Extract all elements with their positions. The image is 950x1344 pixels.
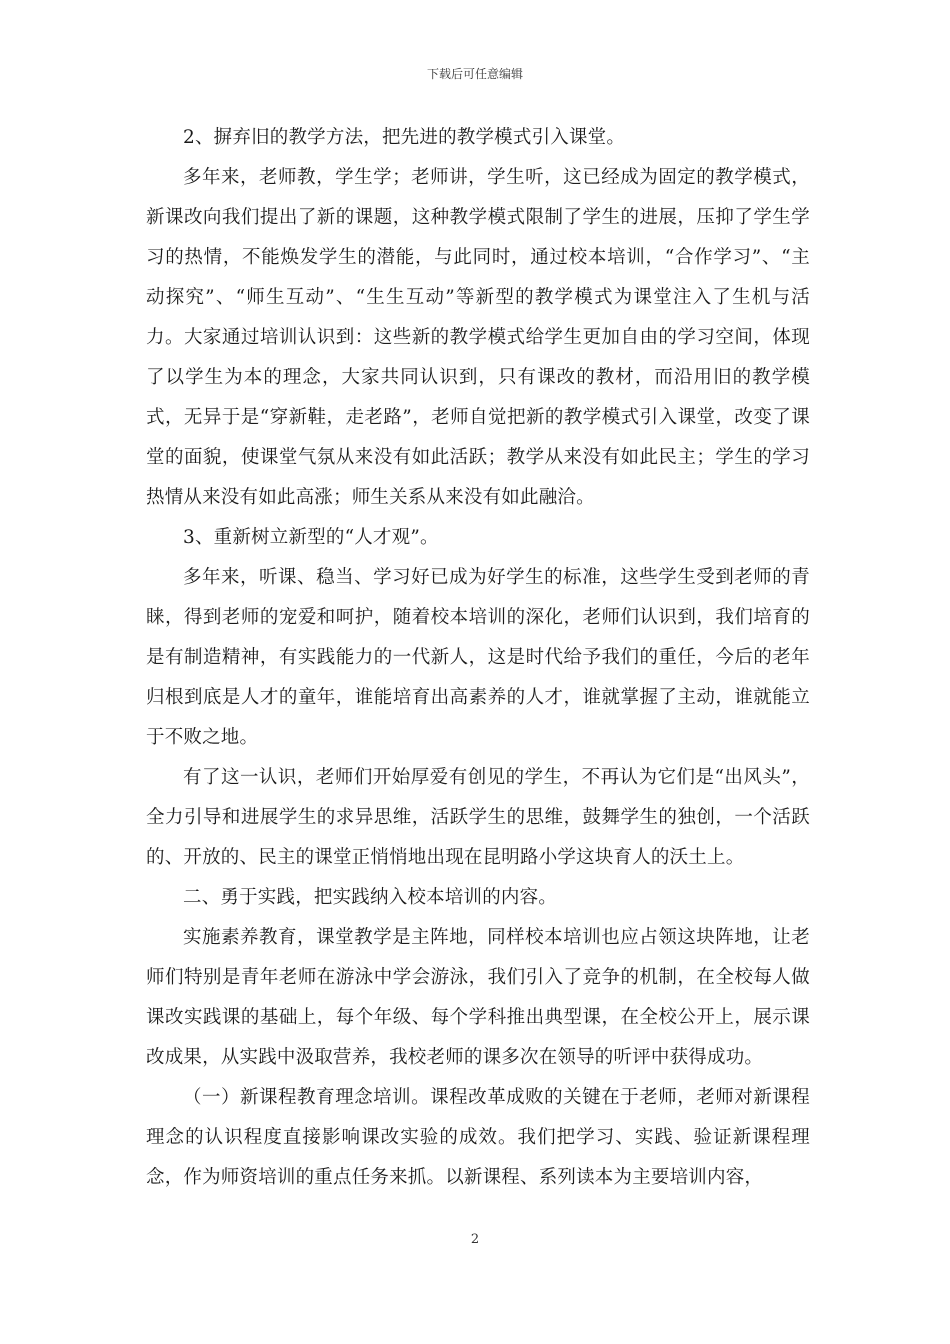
paragraph-teaching-model: 多年来，老师教，学生学；老师讲，学生听，这已经成为固定的教学模式，新课改向我们提出了新的课题，这种教学模式限制了学生的进展，压抑了学生学习的热情，不能焕发学生的潜能，与此同时，通过校本培训，“合作学习”、“主动探究”、“师生互动”、“生生互动”等新型的教学模式为课堂注入了生机与活力。大家通过培训认识到：这些新的教学模式给学生更加自由的学习空间，体现了以学生为本的理念，大家共同认识到，只有课改的教材，而沿用旧的教学模式，无异于是“穿新鞋，走老路”，老师自觉把新的教学模式引入课堂，改变了课堂的面貌，使课堂气氛从来没有如此活跃；教学从来没有如此民主；学生的学习热情从来没有如此高涨；师生关系从来没有如此融洽。: [146, 167, 810, 508]
section-heading-3: 3、重新树立新型的“人才观”。: [183, 527, 439, 548]
paragraph-curriculum-training: （一）新课程教育理念培训。课程改革成败的关键在于老师，老师对新课程理念的认识程度直接影响课改实验的成效。我们把学习、实践、验证新课程理念，作为师资培训的重点任务来抓。以新课程、系列读本为主要培训内容，: [146, 1087, 810, 1188]
paragraph-talent-view: 多年来，听课、稳当、学习好已成为好学生的标准，这些学生受到老师的青睐，得到老师的宠爱和呵护，随着校本培训的深化，老师们认识到，我们培育的是有制造精神，有实践能力的一代新人，这是时代给予我们的重任，今后的老年归根到底是人才的童年，谁能培育出高素养的人才，谁就掌握了主动，谁就能立于不败之地。: [146, 567, 810, 748]
document-body: [146, 118, 810, 1198]
paragraph-classroom-practice: 实施素养教育，课堂教学是主阵地，同样校本培训也应占领这块阵地，让老师们特别是青年老师在游泳中学会游泳，我们引入了竞争的机制，在全校每人做课改实践课的基础上，每个年级、每个学科推出典型课，在全校公开上，展示课改成果，从实践中汲取营养，我校老师的课多次在领导的听评中获得成功。: [146, 927, 810, 1068]
page-number: 2: [470, 1232, 480, 1247]
section-heading-practice: 二、勇于实践，把实践纳入校本培训的内容。: [183, 887, 558, 908]
paragraph-creative-students: 有了这一认识，老师们开始厚爱有创见的学生，不再认为它们是“出风头”，全力引导和进展学生的求异思维，活跃学生的思维，鼓舞学生的独创，一个活跃的、开放的、民主的课堂正悄悄地出现在昆明路小学这块育人的沃土上。: [146, 767, 810, 868]
section-heading-2: 2、摒弃旧的教学方法，把先进的教学模式引入课堂。: [183, 127, 626, 148]
page-header: 下载后可任意编辑: [426, 67, 523, 81]
